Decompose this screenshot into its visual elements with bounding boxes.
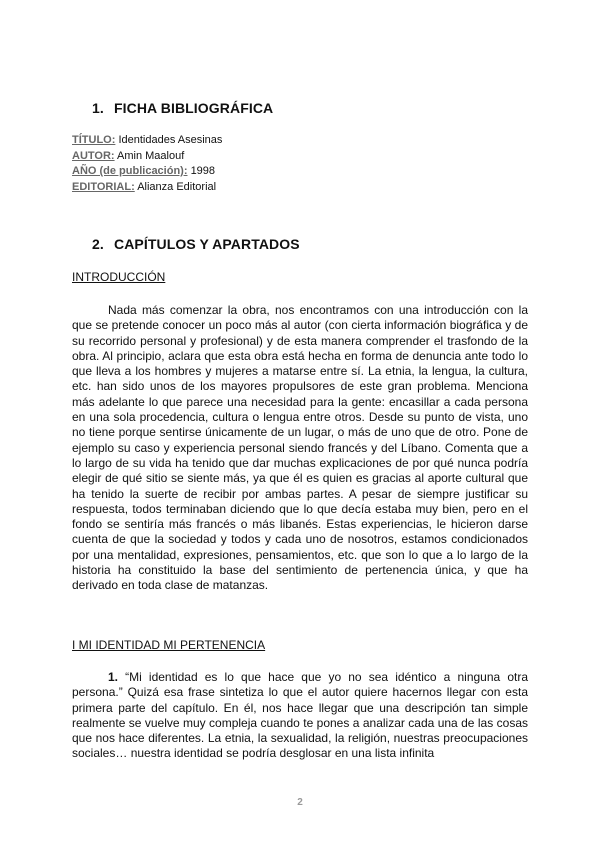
heading-ficha [92, 100, 273, 116]
section-title-chapter1: I MI IDENTIDAD MI PERTENENCIA [72, 638, 266, 652]
titulo-value: Identidades Asesinas [118, 134, 223, 146]
ficha-autor [72, 149, 222, 165]
heading-capitulos [92, 236, 300, 252]
ficha-anio [72, 164, 222, 180]
editorial-label: EDITORIAL: [72, 180, 135, 193]
autor-label: AUTOR: [72, 149, 115, 162]
ficha-titulo [72, 133, 222, 149]
page-number: 2 [297, 797, 303, 808]
titulo-label: TÍTULO: [72, 134, 116, 146]
section-title-introduccion: INTRODUCCIÓN [72, 270, 166, 284]
ficha-editorial [72, 180, 222, 196]
intro-text: Nada más comenzar la obra, nos encontramos con una introducción con la que se pretende conocer un poco más al autor (con cierta información biográfica y de su recorrido personal y profesional) y de esta manera comprender el trasfondo de la obra. Al principio, aclara que esta obra está hecha en forma de denuncia ante todo lo que lleva a los hombres y mujeres a matarse entre sí. La etnia, la lengua, la cultura, etc. han sido unos de los mayores propulsores de este gran problema. Menciona más adelante lo que parece una necesidad para la gente: encasillar a cada persona en una sola procedencia, cultura o lengua entre otros. Desde su punto de vista, uno no tiene porque sentirse únicamente de un lugar, o más de uno que de otro. Pone de ejemplo su caso y experiencia personal siendo francés y del Líbano. Comenta que a lo largo de su vida ha tenido que dar muchas explicaciones de por qué nunca podría elegir de qué sitio se siente más, ya que él es quien es gracias al aporte cultural que ha tenido la suerte de recibir por ambas partes. A pesar de siempre justificar su respuesta, todos terminaban diciendo que lo que decía estaba muy bien, pero en el fondo se sentiría más francés o más libanés. Estas experiencias, le hicieron darse cuenta de que la sociedad y todos y cada uno de nosotros, estamos condicionados por una mentalidad, expresiones, pensamientos, etc. que son lo que a lo largo de la historia ha constituido la base del sentimiento de pertenencia única, y que ha derivado en toda clase de matanzas. [72, 303, 528, 593]
intro-paragraph [72, 303, 528, 594]
ficha-bibliografica [72, 133, 222, 195]
chapter1-text: “Mi identidad es lo que hace que yo no sea idéntico a ninguna otra persona.” Quizá esa frase sintetiza lo que el autor quiere hacernos llegar con esta primera parte del capítulo. En él, nos hace llegar que una descripción tan simple realmente se vuelve muy compleja cuando te pones a analizar cada una de las cosas que nos hace diferentes. La etnia, la sexualidad, la religión, nuestras preocupaciones sociales… nuestra identidad se podría desglosar en una lista infinita [72, 670, 528, 761]
heading-number: 1. [92, 100, 104, 116]
autor-value: Amin Maalouf [117, 149, 185, 162]
chapter1-paragraph [72, 670, 528, 762]
heading-text: FICHA BIBLIOGRÁFICA [114, 100, 274, 116]
editorial-value: Alianza Editorial [137, 180, 217, 193]
heading-number: 2. [92, 236, 104, 252]
chapter1-body [72, 670, 528, 762]
anio-label: AÑO (de publicación): [72, 165, 188, 177]
heading-text: CAPÍTULOS Y APARTADOS [114, 236, 300, 252]
anio-value: 1998 [190, 165, 216, 177]
chapter1-number: 1. [108, 670, 119, 684]
